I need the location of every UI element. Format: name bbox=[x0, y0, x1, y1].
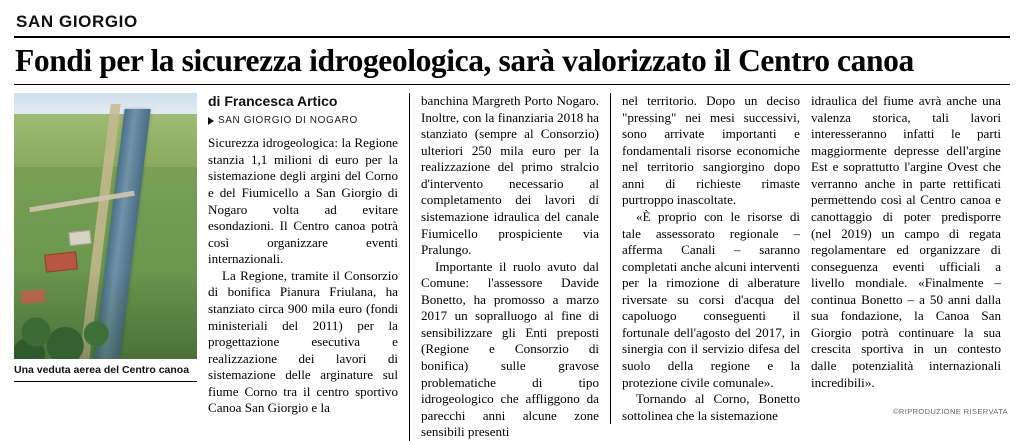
paragraph: «È proprio con le risorse di tale assessorato regionale – afferma Canali – saranno completati anche alcuni interventi per la rimozione di alberature riversate su corsi d'acqua del capoluogo conseguenti il fortunale dell'agosto del 2017, in sinergia con il servizio difesa del suolo della regione e la protezione civile comunale». bbox=[622, 208, 800, 390]
article-body bbox=[14, 93, 1010, 441]
aerial-photo bbox=[14, 93, 197, 359]
triangle-bullet-icon bbox=[208, 117, 214, 125]
paragraph: Tornando al Corno, Bonetto sottolinea che la sistemazione bbox=[622, 391, 800, 423]
divider-top bbox=[14, 36, 1010, 38]
divider-under-headline bbox=[14, 84, 1010, 85]
paragraph: Sicurezza idrogeologica: la Regione stanzia 1,1 milioni di euro per la sistemazione degli argini del Corno e del Fiumicello a San Giorgio di Nogaro volta ad evitare esondazioni. Il Centro canoa potrà così organizzare eventi internazionali. bbox=[208, 135, 398, 267]
photo-treeline bbox=[14, 269, 197, 359]
article-column-2 bbox=[409, 93, 599, 441]
paragraph: idraulica del fiume avrà anche una valenza storica, tali lavori interesseranno infatti le parti maggiormente depresse dell'argine Est e soprattutto l'argine Ovest che verranno anche in parte rettificati permettendo così al Centro canoa e canottaggio di poter predisporre (nel 2019) un campo di regata regolamentare ed organizzare di conseguenza eventi ufficiali a livello mondiale. «Finalmente – continua Bonetto – a 50 anni dalla sua fondazione, la Canoa San Giorgio potrà continuare la sua crescita sportiva in un contesto dalle potenzialità internazionali incredibili». bbox=[811, 93, 1001, 390]
page-title: Fondi per la sicurezza idrogeologica, sarà valorizzato il Centro canoa bbox=[15, 43, 914, 78]
divider-caption bbox=[14, 381, 197, 382]
copyright-notice: ©RIPRODUZIONE RISERVATA bbox=[892, 407, 1008, 416]
paragraph: Importante il ruolo avuto dal Comune: l'assessore Davide Bonetto, ha promosso a marzo 2017 un sopralluogo al fine di sensibilizzare gli Enti preposti (Regione e Consorzio di bonifica) sulle gravose problematiche di tipo idrogeologico che affliggono da parecchi anni alcune zone sensibili presenti bbox=[421, 258, 599, 440]
photo-column bbox=[14, 93, 197, 382]
article-column-3 bbox=[610, 93, 800, 424]
article-column-4 bbox=[811, 93, 1001, 391]
dateline bbox=[208, 115, 398, 128]
byline: di Francesca Artico bbox=[208, 93, 338, 110]
paragraph: nel territorio. Dopo un deciso "pressing" nei mesi successivi, sono arrivate importanti e fondamentali risorse economiche nel territorio sangiorgino dopo anni di richieste rimaste purtroppo inascoltate. bbox=[622, 93, 800, 208]
photo-caption: Una veduta aerea del Centro canoa bbox=[14, 364, 190, 377]
article-kicker: SAN GIORGIO bbox=[16, 12, 138, 31]
paragraph: banchina Margreth Porto Nogaro. Inoltre, con la finanziaria 2018 ha stanziato (sempre al Consorzio) ulteriori 250 mila euro per la realizzazione del primo stralcio d'intervento necessario al completamento dei lavori di sistemazione idraulica del canale Fiumicello prospiciente via Pralungo. bbox=[421, 93, 599, 258]
paragraph: La Regione, tramite il Consorzio di bonifica Pianura Friulana, ha stanziato circa 900 mila euro (fondi ministeriali del 2011) per la progettazione esecutiva e realizzazione dei lavori di sistemazione delle arginature sul fiume Corno tra il centro sportivo Canoa San Giorgio e la bbox=[208, 267, 398, 416]
dateline-text: SAN GIORGIO DI NOGARO bbox=[218, 114, 358, 126]
photo-building-white bbox=[68, 230, 91, 246]
article-column-1 bbox=[208, 93, 398, 417]
